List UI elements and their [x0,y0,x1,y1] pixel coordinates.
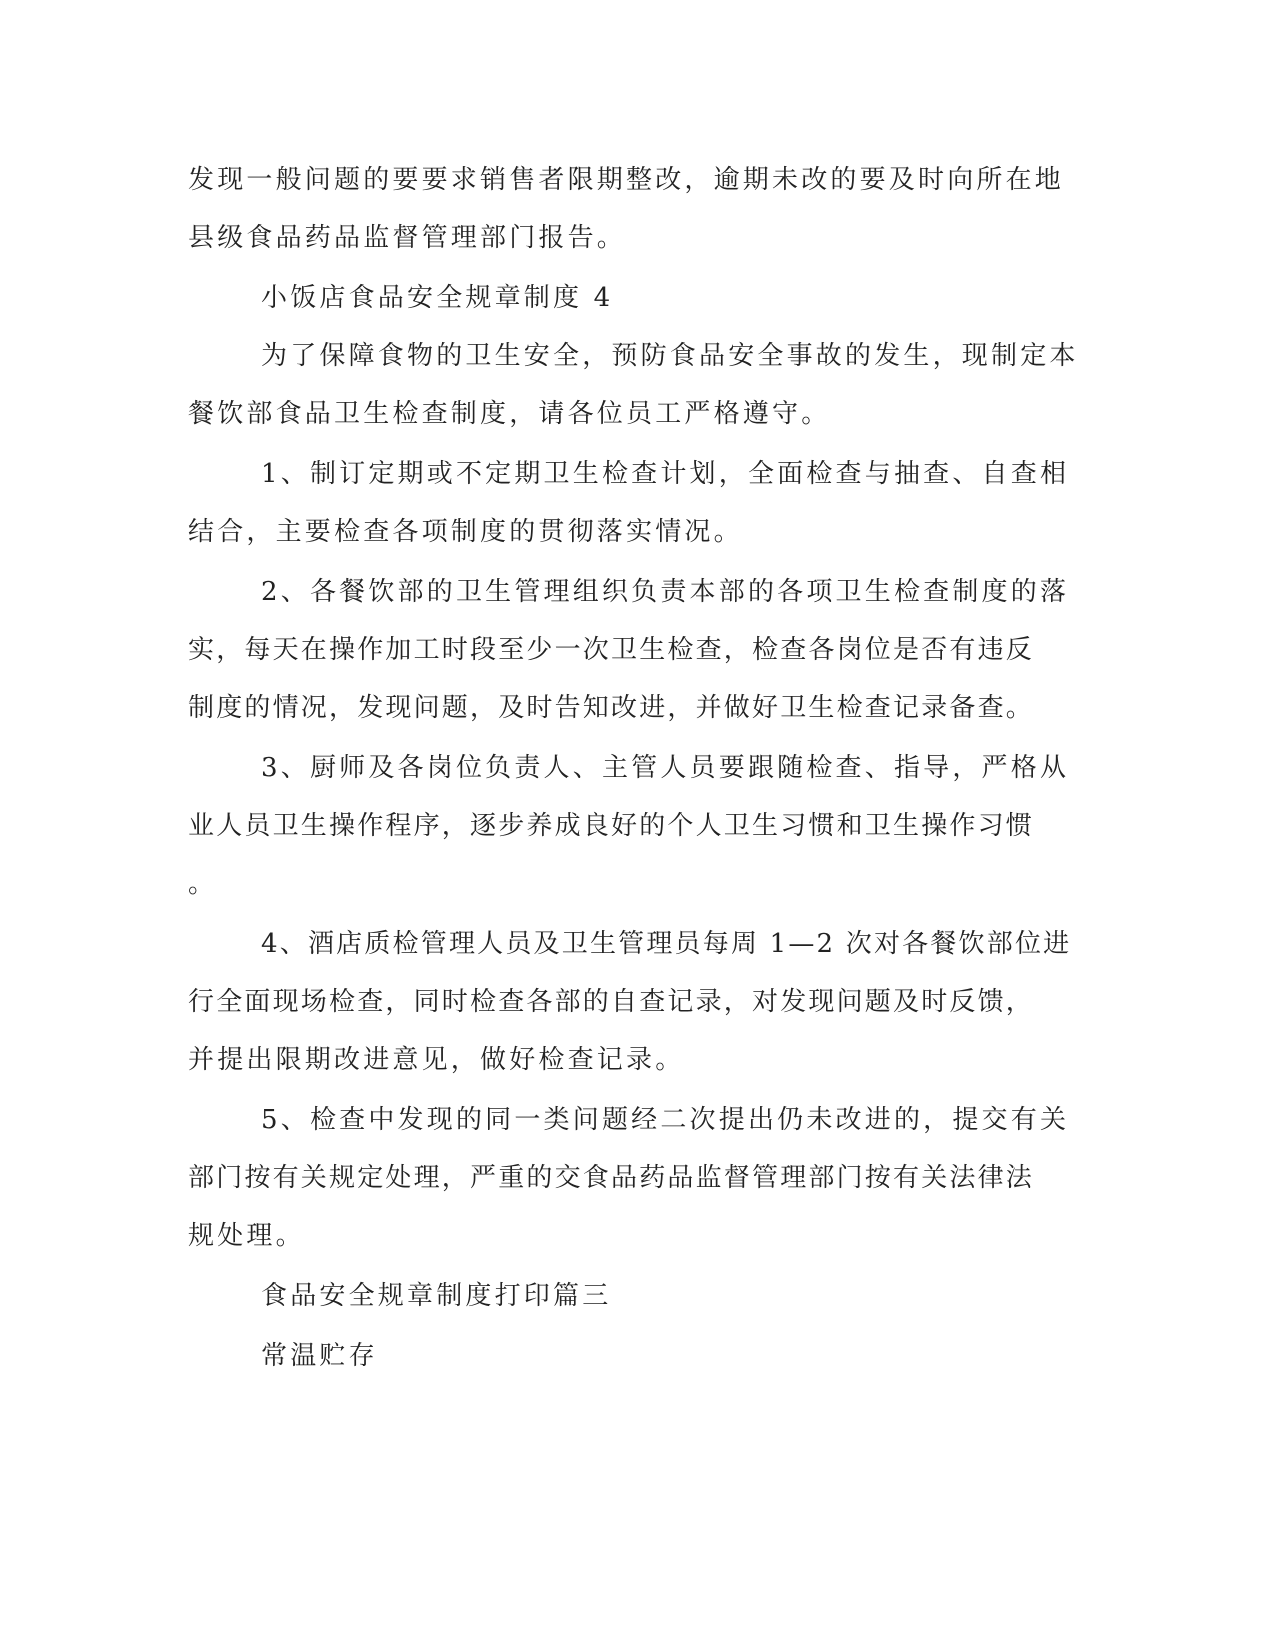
list-item-line: 2、各餐饮部的卫生管理组织负责本部的各项卫生检查制度的落 [261,577,1070,607]
list-item-line: 结合，主要检查各项制度的贯彻落实情况。 [188,517,743,547]
paragraph-line: 餐饮部食品卫生检查制度，请各位员工严格遵守。 [188,399,831,429]
list-item-line: 3、厨师及各岗位负责人、主管人员要跟随检查、指导，严格从 [261,753,1070,783]
list-item-line: 规处理。 [188,1221,305,1251]
list-item-line: 实，每天在操作加工时段至少一次卫生检查，检查各岗位是否有违反 [188,635,1035,665]
list-item-line: 4、酒店质检管理人员及卫生管理员每周 1—2 次对各餐饮部位进 [261,929,1072,959]
paragraph-line: 县级食品药品监督管理部门报告。 [188,223,627,253]
list-item-line: 业人员卫生操作程序，逐步养成良好的个人卫生习惯和卫生操作习惯 [188,811,1035,841]
section-heading: 小饭店食品安全规章制度 4 [261,283,614,313]
list-item-line: 5、检查中发现的同一类问题经二次提出仍未改进的，提交有关 [261,1105,1070,1135]
paragraph-line: 发现一般问题的要要求销售者限期整改，逾期未改的要及时向所在地 [188,165,1065,195]
list-item-line: 1、制订定期或不定期卫生检查计划，全面检查与抽查、自查相 [261,459,1070,489]
list-item-line: 部门按有关规定处理，严重的交食品药品监督管理部门按有关法律法 [188,1163,1035,1193]
section-heading: 食品安全规章制度打印篇三 [261,1281,612,1311]
list-item-line: 制度的情况，发现问题，及时告知改进，并做好卫生检查记录备查。 [188,693,1035,723]
list-item-line: 并提出限期改进意见，做好检查记录。 [188,1045,685,1075]
list-item-line: 。 [188,869,218,899]
subheading: 常温贮存 [261,1341,378,1371]
paragraph-line: 为了保障食物的卫生安全，预防食品安全事故的发生，现制定本 [261,341,1079,371]
list-item-line: 行全面现场检查，同时检查各部的自查记录，对发现问题及时反馈， [188,987,1035,1017]
